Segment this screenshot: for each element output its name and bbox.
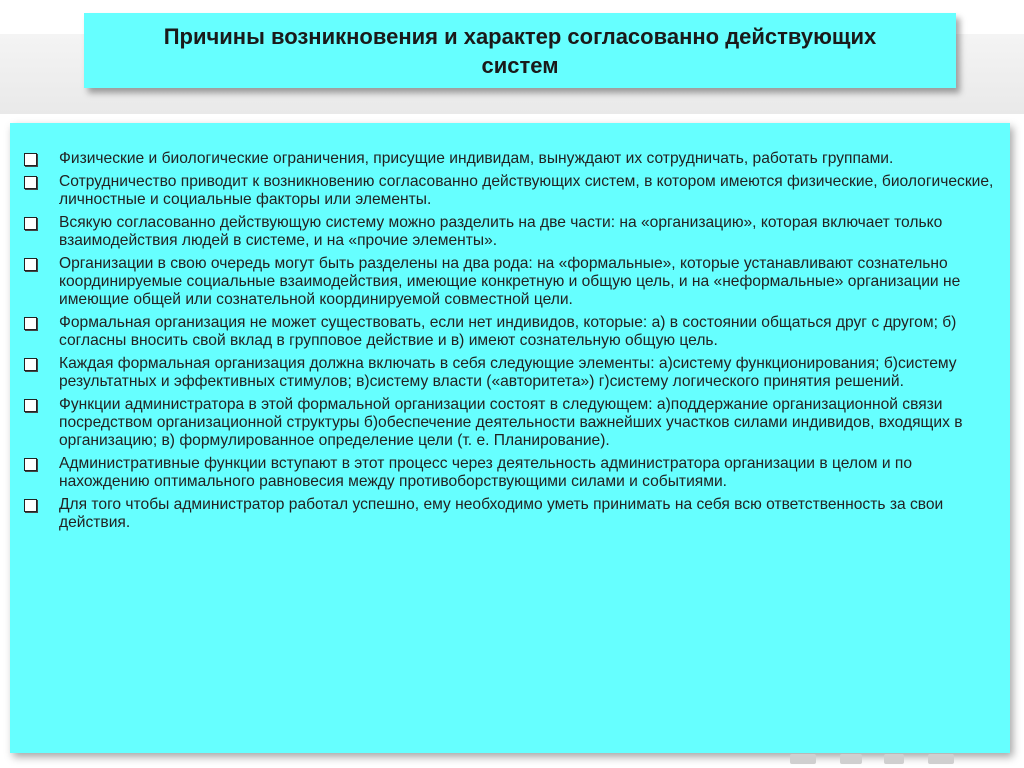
bullet-item	[24, 396, 999, 450]
bullet-item	[24, 496, 999, 532]
bullet-text: Формальная организация не может существовать, если нет индивидов, которые: а) в состоянии общаться друг с другом; б) согласны вносить свой вклад в групповое действие и в) имеют сознательную общую цель.	[59, 314, 957, 349]
bullet-item	[24, 355, 999, 391]
decorative-mark	[790, 754, 816, 764]
decorative-mark	[884, 754, 904, 764]
bullet-item	[24, 173, 999, 209]
bullet-item	[24, 214, 999, 250]
checkbox-square-icon	[24, 258, 37, 271]
slide-title: Причины возникновения и характер согласованно действующих систем	[163, 23, 877, 78]
bullet-list	[24, 150, 999, 537]
bullet-text: Сотрудничество приводит к возникновению согласованно действующих систем, в котором имеются физические, биологические, личностные и социальные факторы или элементы.	[59, 173, 994, 208]
checkbox-square-icon	[24, 499, 37, 512]
checkbox-square-icon	[24, 358, 37, 371]
bullet-text: Физические и биологические ограничения, присущие индивидам, вынуждают их сотрудничать, работать группами.	[59, 150, 894, 167]
bullet-item	[24, 150, 999, 168]
checkbox-square-icon	[24, 217, 37, 230]
title-panel	[84, 13, 956, 88]
bullet-text: Организации в свою очередь могут быть разделены на два рода: на «формальные», которые устанавливают сознательно координируемые социальные взаимодействия, имеющие конкретную и общую цель, и на «неформальные» организации не имеющие общей или сознательной координируемой совместной цели.	[59, 255, 961, 308]
bullet-text: Функции администратора в этой формальной организации состоят в следующем: а)поддержание организационной связи посредством организационной структуры б)обеспечение деятельности важнейших участков силами индивидов, входящих в организацию; в) формулированное определение цели (т. е. Планирование).	[59, 396, 963, 449]
content-panel	[10, 123, 1010, 753]
bullet-text: Каждая формальная организация должна включать в себя следующие элементы: а)систему функционирования; б)систему результатных и эффективных стимулов; в)систему власти («авторитета») г)систему логического принятия решений.	[59, 355, 957, 390]
checkbox-square-icon	[24, 153, 37, 166]
decorative-mark	[840, 754, 862, 764]
bullet-item	[24, 455, 999, 491]
bullet-text: Всякую согласованно действующую систему можно разделить на две части: на «организацию», которая включает только взаимодействия людей в системе, и на «прочие элементы».	[59, 214, 943, 249]
checkbox-square-icon	[24, 399, 37, 412]
bullet-item	[24, 255, 999, 309]
checkbox-square-icon	[24, 458, 37, 471]
checkbox-square-icon	[24, 317, 37, 330]
bullet-item	[24, 314, 999, 350]
bullet-text: Административные функции вступают в этот процесс через деятельность администратора организации в целом и по нахождению оптимального равновесия между противоборствующими силами и событиями.	[59, 455, 913, 490]
checkbox-square-icon	[24, 176, 37, 189]
decorative-mark	[928, 754, 954, 764]
bullet-text: Для того чтобы администратор работал успешно, ему необходимо уметь принимать на себя всю ответственность за свои действия.	[59, 496, 944, 531]
